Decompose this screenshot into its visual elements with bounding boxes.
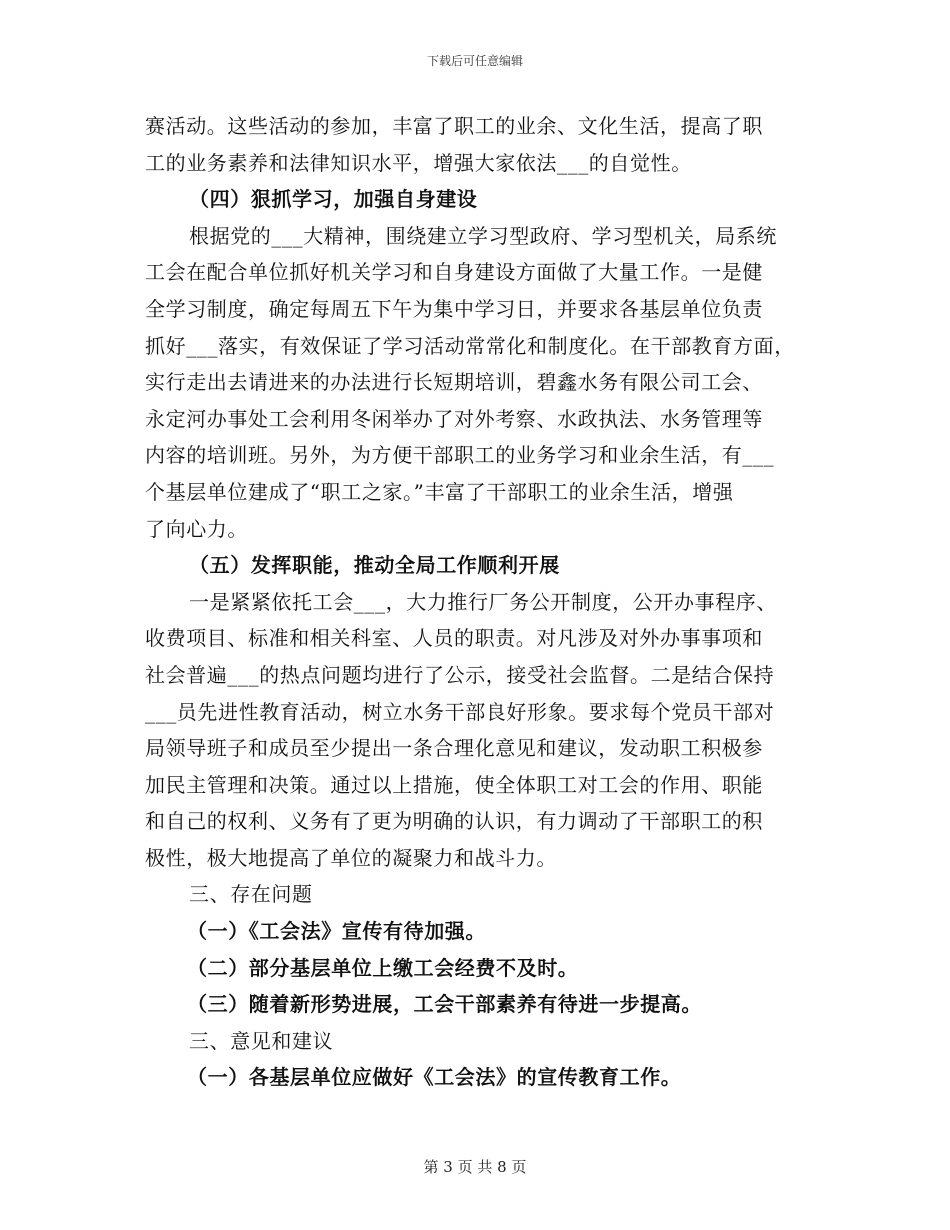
body-line: 局领导班子和成员至少提出一条合理化意见和建议，发动职工积极参 [145, 736, 763, 761]
document-body [145, 108, 810, 1096]
subsection-heading: （三）随着新形势进展，工会干部素养有待进一步提高。 [187, 992, 702, 1017]
body-line: 抓好___落实，有效保证了学习活动常常化和制度化。在干部教育方面， [145, 333, 795, 358]
page-header: 下载后可任意编辑 [426, 54, 523, 68]
body-line: 收费项目、标准和相关科室、人员的职责。对凡涉及对外办事事项和 [145, 626, 763, 651]
body-line: 社会普遍___的热点问题均进行了公示，接受社会监督。二是结合保持 [145, 662, 775, 687]
paragraph-first-line: 一是紧紧依托工会___，大力推行厂务公开制度，公开办事程序、 [189, 589, 777, 614]
section-heading: 三、意见和建议 [189, 1028, 334, 1053]
subsection-heading: （一）《工会法》宣传有待加强。 [187, 919, 486, 944]
body-line: 全学习制度，确定每周五下午为集中学习日，并要求各基层单位负责 [145, 296, 763, 321]
body-line: 永定河办事处工会利用冬闲举办了对外考察、水政执法、水务管理等 [145, 406, 763, 431]
subsection-heading: （二）部分基层单位上缴工会经费不及时。 [187, 955, 579, 980]
subsection-heading: （一）各基层单位应做好《工会法》的宣传教育工作。 [187, 1065, 682, 1090]
body-line: 工会在配合单位抓好机关学习和自身建设方面做了大量工作。一是健 [145, 260, 763, 285]
body-line: 工的业务素养和法律知识水平，增强大家依法___的自觉性。 [145, 150, 692, 175]
body-line: 个基层单位建成了“职工之家。”丰富了干部职工的业余生活，增强 [145, 479, 734, 504]
body-line: 赛活动。这些活动的参加，丰富了职工的业余、文化生活，提高了职 [145, 114, 763, 138]
page-footer: 第 3 页 共 8 页 [423, 1158, 527, 1176]
body-line: ___员先进性教育活动，树立水务干部良好形象。要求每个党员干部对 [145, 699, 775, 724]
paragraph-first-line: 根据党的___大精神，围绕建立学习型政府、学习型机关，局系统 [189, 223, 777, 248]
body-line: 加民主管理和决策。通过以上措施，使全体职工对工会的作用、职能 [145, 772, 763, 797]
subsection-heading: （四）狠抓学习，加强自身建设 [189, 187, 478, 212]
subsection-heading: （五）发挥职能，推动全局工作顺利开展 [189, 553, 560, 578]
body-line: 实行走出去请进来的办法进行长短期培训，碧鑫水务有限公司工会、 [145, 370, 763, 395]
section-heading: 三、存在问题 [189, 882, 313, 907]
body-line: 内容的培训班。另外，为方便干部职工的业务学习和业余生活，有___ [145, 443, 775, 468]
body-line: 极性，极大地提高了单位的凝聚力和战斗力。 [145, 845, 557, 870]
body-line: 和自己的权利、义务有了更为明确的认识，有力调动了干部职工的积 [145, 809, 763, 834]
body-line: 了向心力。 [145, 516, 248, 541]
